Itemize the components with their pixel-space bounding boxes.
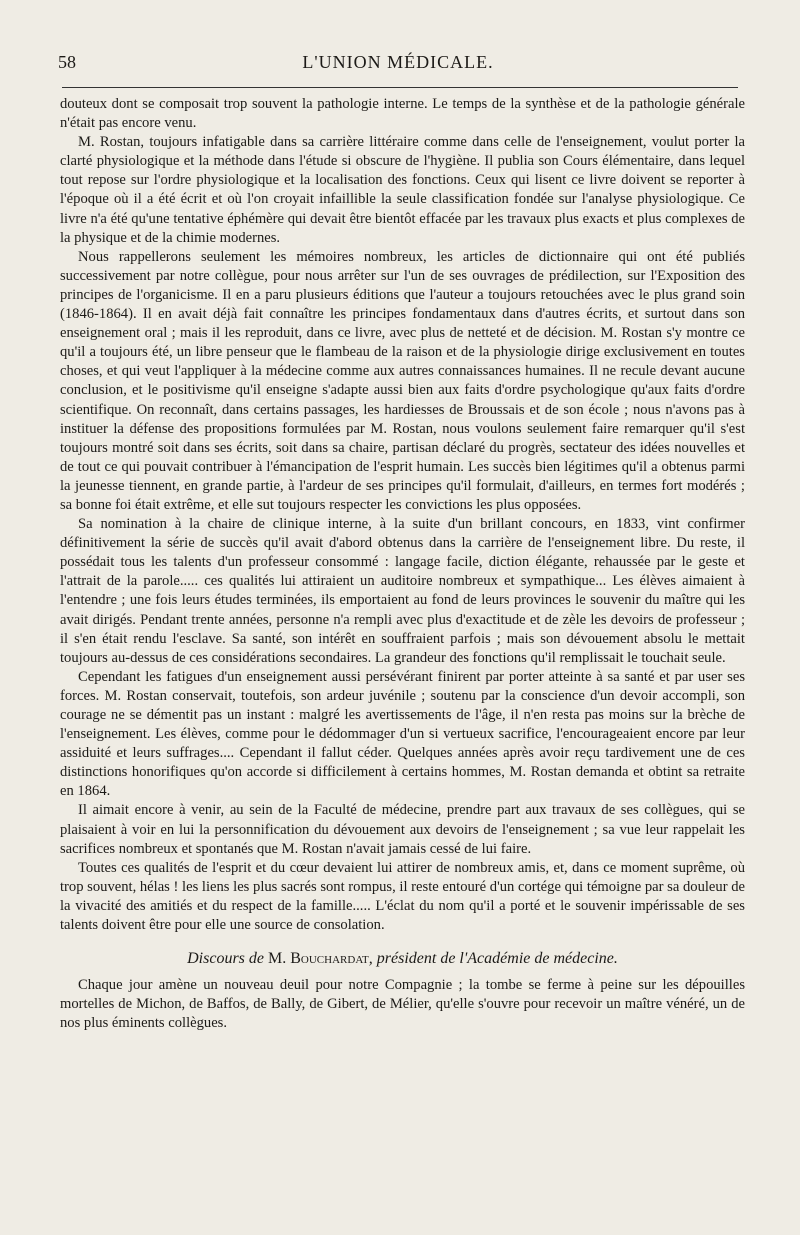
page-number: 58	[58, 52, 76, 72]
paragraph: douteux dont se composait trop souvent la pathologie interne. Le temps de la synthèse et de la pathologie générale n'était pas encore venu.	[60, 96, 745, 132]
paragraph: Sa nomination à la chaire de clinique interne, à la suite d'un brillant concours, en 1833, vint confirmer définitivement la série de succès qu'il avait d'abord obtenus dans la carrière de l'enseignement libre. Du reste, il possédait tous les talents d'un professeur consommé : langage facile, diction élégante, rehaussée par le geste et l'attrait de la parole..... ces qualités lui attiraient un auditoire nombreux et sympathique... Les élèves aimaient à l'entendre ; une fois leurs études terminées, ils emportaient au fond de leurs provinces le souvenir du maître qui les avait dirigés. Pendant trente années, personne n'a rempli avec plus d'exactitude et de zèle les devoirs de professeur ; il s'en était rendu l'esclave. Sa santé, son intérêt en souffraient parfois ; mais son dévouement absolu le mettait toujours au-dessus de ces considérations secondaires. La grandeur des fonctions qu'il remplissait le touchait seule.	[60, 516, 745, 666]
paragraph: Chaque jour amène un nouveau deuil pour notre Compagnie ; la tombe se ferme à peine sur les dépouilles mortelles de Michon, de Baffos, de Bally, de Gibert, de Mélier, qu'elle s'ouvre pour recevoir un maître vénéré, un de nos plus éminents collègues.	[60, 977, 745, 1032]
section-heading-role: , président de l'Académie de médecine.	[368, 950, 618, 968]
section-heading-speaker: Bouchardat	[290, 950, 369, 968]
section-heading-prefix: Discours de	[187, 950, 265, 968]
header-rule	[62, 87, 738, 88]
article-body	[60, 95, 745, 1034]
section-heading	[60, 949, 745, 968]
section-heading-title: M.	[268, 950, 287, 968]
paragraph: Il aimait encore à venir, au sein de la Faculté de médecine, prendre part aux travaux de ses collègues, qui se plaisaient à voir en lui la personnification du dévouement aux devoirs de l'enseignement ; sa vue leur rappelait les sacrifices nombreux et spontanés que M. Rostan n'avait jamais cessé de lui faire.	[60, 802, 745, 857]
journal-title: L'UNION MÉDICALE.	[302, 52, 494, 72]
paragraph: Cependant les fatigues d'un enseignement aussi persévérant finirent par porter atteinte à sa santé et par user ses forces. M. Rostan conservait, toutefois, son ardeur juvénile ; soutenu par la conscience d'un devoir accompli, son courage ne se démentit pas un instant : malgré les avertissements de l'âge, il n'en resta pas moins sur la brèche de l'enseignement. Les élèves, comme pour le dédommager d'un si vertueux sacrifice, l'encourageaient encore par leur assiduité et leurs suffrages.... Cependant il fallut céder. Quelques années après avoir reçu tardivement une de ces distinctions honorifiques qu'on accorde si difficilement à certains hommes, M. Rostan demanda et obtint sa retraite en 1864.	[60, 668, 745, 800]
paragraph: Toutes ces qualités de l'esprit et du cœur devaient lui attirer de nombreux amis, et, dans ce moment suprême, où trop souvent, hélas ! les liens les plus sacrés sont rompus, il reste entouré d'un cortége qui témoigne par sa douleur de la vivacité des amitiés et du respect de la famille..... L'éclat du nom qu'il a porté et le souvenir impérissable de ses talents doivent être pour elle une source de consolation.	[60, 859, 745, 934]
paragraph: M. Rostan, toujours infatigable dans sa carrière littéraire comme dans celle de l'enseignement, voulut porter la clarté physiologique et la méthode dans l'étude si obscure de l'hygiène. Il publia son Cours élémentaire, dans lequel tout repose sur l'ordre physiologique et la localisation des fonctions. Ceux qui lisent ce livre doivent se reporter à l'époque où il a été écrit et où l'on croyait infaillible la seule classification fondée sur l'analyse physiologique. Ce livre n'a été qu'une tentative éphémère qui devait être bientôt effacée par les travaux plus exacts et plus complexes de la physique et de la chimie modernes.	[60, 134, 745, 246]
paragraph: Nous rappellerons seulement les mémoires nombreux, les articles de dictionnaire qui ont été publiés successivement par notre collègue, pour nous arrêter sur l'un de ses ouvrages de prédilection, sur l'Exposition des principes de l'organicisme. Il en a paru plusieurs éditions que l'auteur a toujours retouchées avec le plus grand soin (1846-1864). Il en avait déjà fait connaître les principes fondamentaux dans d'autres écrits, et surtout dans son enseignement oral ; mais il les reproduit, dans ce livre, avec plus de netteté et de décision. M. Rostan s'y montre ce qu'il a toujours été, un libre penseur que le flambeau de la raison et de la physiologie dirige exclusivement en toutes choses, et qui veut l'appliquer à la médecine comme aux autres connaissances humaines. Il ne recule devant aucune conclusion, et le positivisme qu'il enseigne s'adapte aussi bien aux faits d'ordre psychologique qu'aux faits d'ordre scientifique. On reconnaît, dans certains passages, les hardiesses de Broussais et de son école ; nous n'avons pas à instituer la défense des propositions formulées par M. Rostan, nous voulons seulement faire remarquer qu'il s'est toujours montré soit dans ses écrits, soit dans sa chaire, partisan déclaré du progrès, sectateur des idées nouvelles et de tout ce qui pouvait contribuer à l'émancipation de l'esprit humain. Les succès bien légitimes qu'il a obtenus parmi la jeunesse tiennent, en grande partie, à l'ardeur de ses principes qu'il formulait, d'ailleurs, en termes fort modérés ; sa bonne foi était extrême, et elle sut toujours respecter les convictions les plus opposées.	[60, 248, 745, 513]
running-head	[58, 52, 738, 78]
